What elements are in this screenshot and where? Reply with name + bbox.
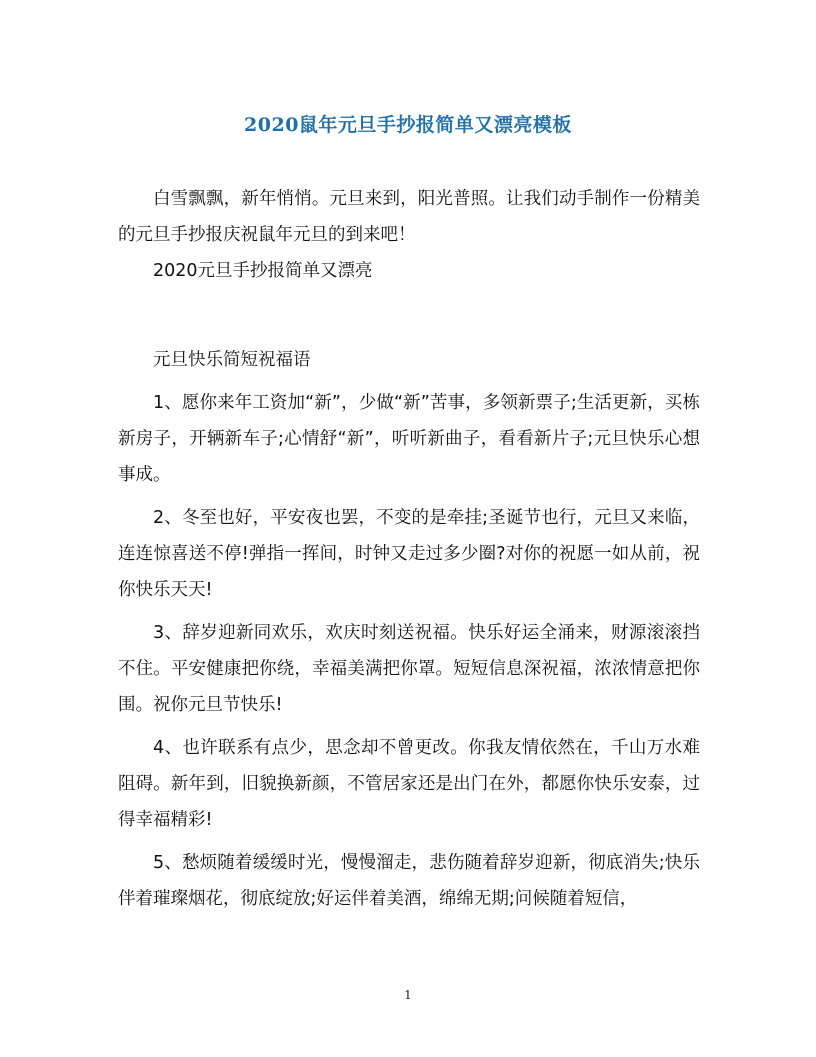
section-heading: 元旦快乐简短祝福语	[153, 350, 311, 370]
wish-paragraph-1: 1、愿你来年工资加“新”，少做“新”苦事，多领新票子;生活更新，买栋新房子，开辆新车子;心情舒“新”，听听新曲子，看看新片子;元旦快乐心想事成。	[118, 393, 700, 485]
wish-paragraph-3: 3、辞岁迎新同欢乐，欢庆时刻送祝福。快乐好运全涌来，财源滚滚挡不住。平安健康把你绕，幸福美满把你罩。短短信息深祝福，浓浓情意把你围。祝你元旦节快乐!	[118, 623, 700, 715]
wishes-section	[118, 342, 700, 917]
subtitle-line: 2020元旦手抄报简单又漂亮	[153, 261, 373, 281]
wish-paragraph-5: 5、愁烦随着缓缓时光，慢慢溜走，悲伤随着辞岁迎新，彻底消失;快乐伴着璀璨烟花，彻底绽放;好运伴着美酒，绵绵无期;问候随着短信，	[118, 853, 700, 909]
document-body	[118, 181, 700, 289]
wish-paragraph-2: 2、冬至也好，平安夜也罢，不变的是牵挂;圣诞节也行，元旦又来临，连连惊喜送不停!弹指一挥间，时钟又走过多少圈?对你的祝愿一如从前，祝你快乐天天!	[118, 508, 700, 600]
intro-paragraph: 白雪飘飘，新年悄悄。元旦来到，阳光普照。让我们动手制作一份精美的元旦手抄报庆祝鼠年元旦的到来吧！	[118, 189, 700, 245]
wish-paragraph-4: 4、也许联系有点少，思念却不曾更改。你我友情依然在，千山万水难阻碍。新年到，旧貌换新颜，不管居家还是出门在外，都愿你快乐安泰，过得幸福精彩!	[118, 738, 700, 830]
document-title: 2020鼠年元旦手抄报简单又漂亮模板	[244, 114, 572, 136]
page-number: 1	[404, 988, 412, 1002]
